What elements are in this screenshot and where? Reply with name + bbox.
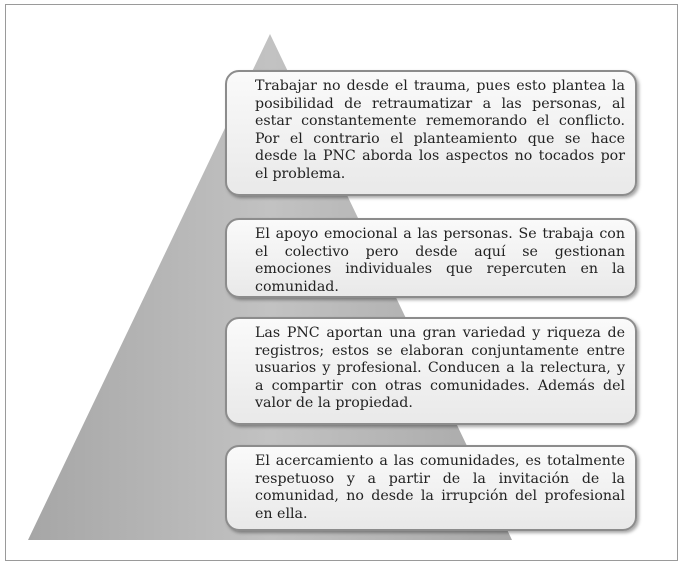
pyramid-level-3-text: Las PNC aportan una gran variedad y riqueza de registros; estos se elaboran conjuntamente entre usuarios y profesional. Conducen a la relectura, y a compartir con otras comunidades. Además del valor de la propiedad. <box>255 325 625 411</box>
pyramid-level-4-text: El acercamiento a las comunidades, es totalmente respetuoso y a partir de la invitación de la comunidad, no desde la irrupción del profesional en ella. <box>255 453 625 522</box>
pyramid-level-1-text: Trabajar no desde el trauma, pues esto plantea la posibilidad de retraumatizar a las personas, al estar constantemente rememorando el conflicto. Por el contrario el planteamiento que se hace desde la PNC aborda los aspectos no tocados por el problema. <box>255 78 625 182</box>
pyramid-level-1 <box>225 70 637 196</box>
pyramid-level-4 <box>225 445 637 531</box>
pyramid-level-2 <box>225 218 637 298</box>
pyramid-level-2-text: El apoyo emocional a las personas. Se trabaja con el colectivo pero desde aquí se gestionan emociones individuales que repercuten en la comunidad. <box>255 226 625 295</box>
pyramid-level-3 <box>225 317 637 425</box>
